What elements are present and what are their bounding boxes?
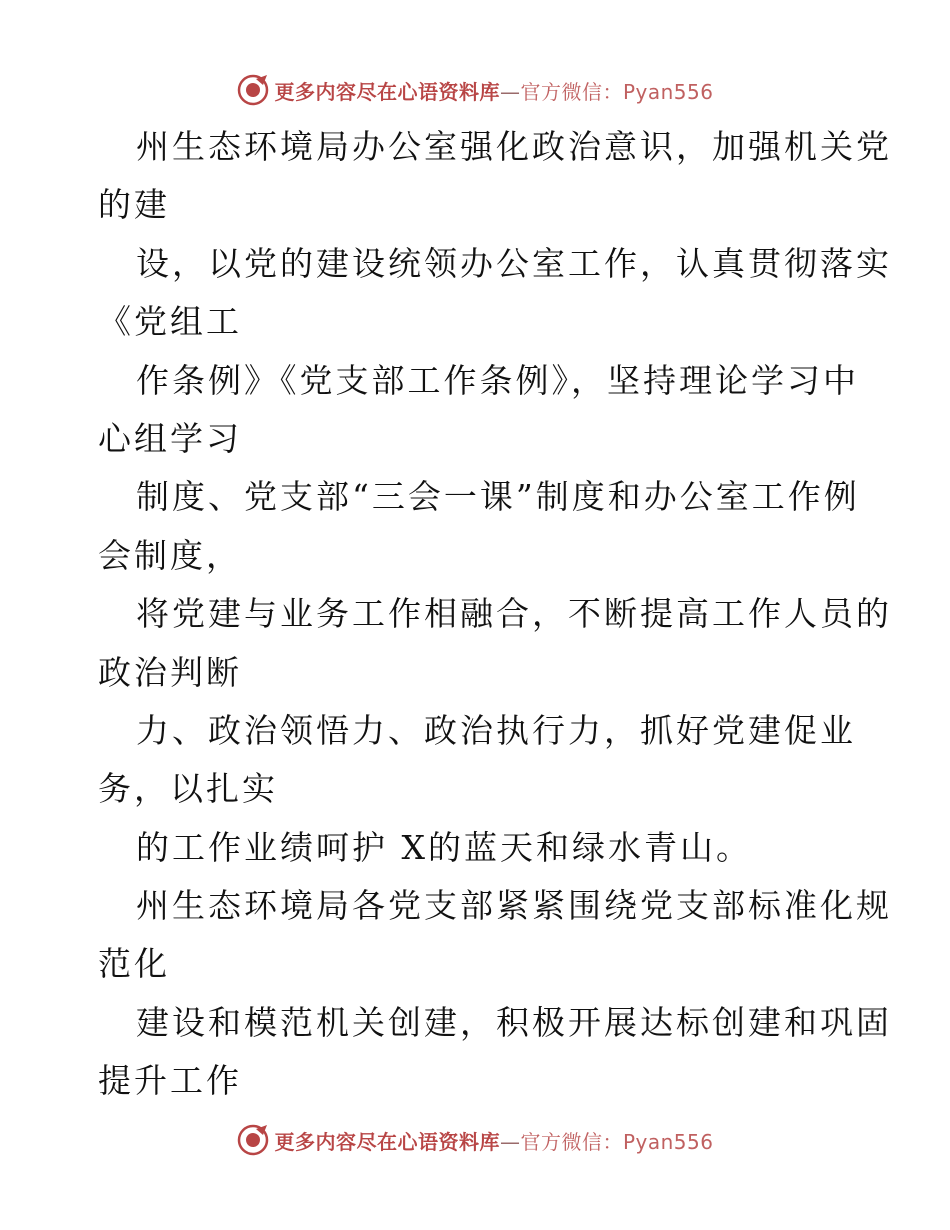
- body-line: 制度、党支部“三会一课”制度和办公室工作例: [136, 477, 860, 517]
- footer-banner: [0, 1120, 950, 1160]
- body-line: 《党组工: [98, 302, 242, 342]
- body-line: 将党建与业务工作相融合，不断提高工作人员的: [136, 594, 892, 634]
- body-line: 的建: [98, 185, 170, 225]
- brand-logo-icon: [236, 1123, 270, 1157]
- footer-banner-separator: —: [499, 1129, 521, 1154]
- body-line: 范化: [98, 944, 170, 984]
- body-line: 作条例》《党支部工作条例》，坚持理论学习中: [136, 360, 859, 400]
- body-line: 设，以党的建设统领办公室工作，认真贯彻落实: [136, 243, 892, 283]
- body-line: 务，以扎实: [98, 769, 278, 809]
- body-line: 州生态环境局办公室强化政治意识，加强机关党: [136, 127, 892, 166]
- body-line: 心组学习: [98, 418, 242, 458]
- footer-banner-text: [274, 1126, 713, 1155]
- header-banner-contact: 官方微信：Pyan556: [520, 79, 714, 104]
- header-banner-text: [274, 76, 713, 105]
- brand-logo-icon: [236, 73, 270, 107]
- document-body: [98, 118, 892, 1111]
- footer-banner-title: 更多内容尽在心语资料库: [274, 1129, 500, 1154]
- body-line: 州生态环境局各党支部紧紧围绕党支部标准化规: [136, 886, 892, 926]
- header-banner-separator: —: [499, 79, 521, 104]
- body-line: 建设和模范机关创建，积极开展达标创建和巩固: [136, 1002, 892, 1042]
- body-line: 的工作业绩呵护 X的蓝天和绿水青山。: [136, 827, 752, 867]
- body-line: 政治判断: [98, 652, 242, 692]
- body-line: 会制度，: [98, 535, 242, 575]
- footer-banner-contact: 官方微信：Pyan556: [520, 1129, 714, 1154]
- body-line: 力、政治领悟力、政治执行力，抓好党建促业: [136, 710, 856, 750]
- body-line: 提升工作: [98, 1061, 242, 1101]
- header-banner-title: 更多内容尽在心语资料库: [274, 79, 500, 104]
- header-banner: [0, 70, 950, 110]
